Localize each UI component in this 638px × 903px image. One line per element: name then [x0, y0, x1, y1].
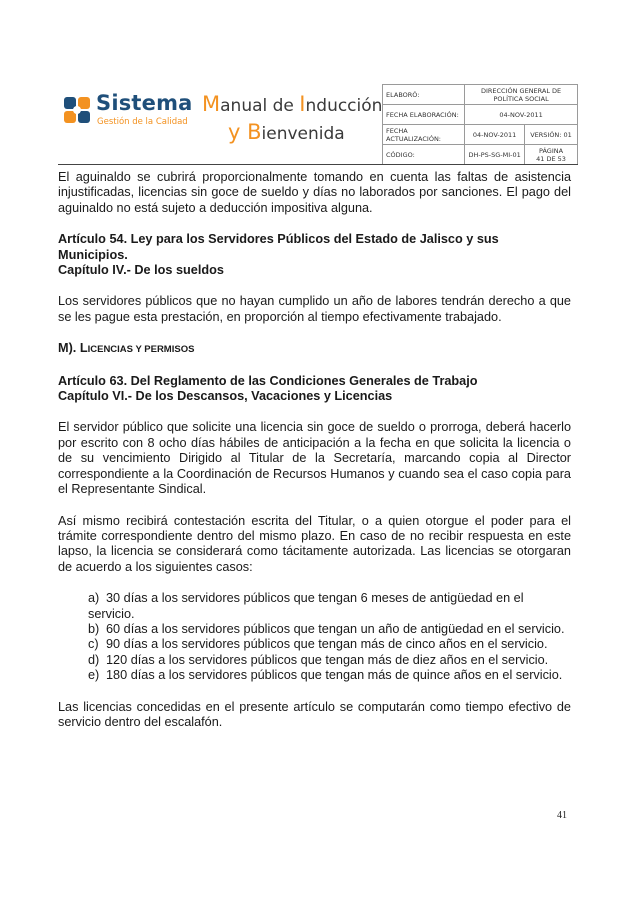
document-body: [58, 170, 571, 746]
manual-title-line2: [228, 120, 345, 144]
sistema-logo-icon: [62, 94, 92, 124]
header-divider: [58, 164, 578, 165]
heading-articulo-54-line2: Capítulo IV.- De los sueldos: [58, 263, 224, 278]
list-item-letter: a): [88, 591, 100, 606]
list-item: [88, 668, 571, 683]
fecha-actualizacion-label: FECHA ACTUALIZACIÓN:: [383, 125, 465, 145]
pagina-value: 41 DE 53: [536, 154, 566, 163]
title-word-bienvenida: ienvenida: [261, 124, 345, 144]
heading-articulo-54-line1: Artículo 54. Ley para los Servidores Públicos del Estado de Jalisco y sus Municipios.: [58, 232, 499, 262]
paragraph-servidores: Los servidores públicos que no hayan cumplido un año de labores tendrán derecho a que se les pague esta prestación, en proporción al tiempo efectivamente trabajado.: [58, 294, 571, 324]
version-value: VERSIÓN: 01: [525, 125, 578, 145]
heading-articulo-63-line1: Artículo 63. Del Reglamento de las Condiciones Generales de Trabajo: [58, 373, 478, 388]
logo-subtitle: Gestión de la Calidad: [97, 117, 188, 127]
title-initial-m: M: [202, 92, 221, 116]
pagina-label: PÁGINA: [538, 146, 564, 155]
fecha-actualizacion-value: 04-NOV-2011: [465, 125, 525, 145]
page-number: 41: [557, 810, 567, 821]
title-word-manual: anual de: [220, 96, 300, 116]
logo-name: Sistema: [96, 91, 193, 115]
list-item-letter: e): [88, 668, 100, 683]
sistema-logo: [62, 90, 202, 130]
title-initial-b: B: [247, 120, 262, 144]
list-item-text: 90 días a los servidores públicos que tengan más de cinco años en el servicio.: [106, 637, 548, 652]
pagina-cell: [525, 145, 578, 165]
section-title-rest: ICENCIAS Y PERMISOS: [87, 344, 195, 356]
list-item-text: 120 días a los servidores públicos que tengan más de diez años en el servicio.: [106, 652, 549, 667]
heading-articulo-63: [58, 374, 571, 405]
document-control-table: [382, 84, 578, 165]
title-word-induccion: nducción: [305, 96, 383, 116]
list-item-text: 180 días a los servidores públicos que tengan más de quince años en el servicio.: [106, 668, 563, 683]
list-item: [88, 653, 571, 668]
list-item: [88, 637, 571, 652]
fecha-elaboracion-label: FECHA ELABORACIÓN:: [383, 105, 465, 125]
list-item-letter: d): [88, 652, 100, 667]
manual-title-line1: [202, 92, 382, 116]
paragraph-computo: Las licencias concedidas en el presente artículo se computarán como tiempo efectivo de servicio dentro del escalafón.: [58, 699, 571, 729]
list-item-text: 30 días a los servidores públicos que tengan 6 meses de antigüedad en el servicio.: [88, 591, 524, 621]
licencias-list: [58, 591, 571, 683]
section-heading-licencias: [58, 341, 571, 357]
title-initial-i: I: [299, 92, 306, 116]
paragraph-contestacion: Así mismo recibirá contestación escrita del Titular, o a quien otorgue el poder para el trámite correspondiente dentro del mismo plazo. En caso de no recibir respuesta en este lapso, la licencia se considerará como tácitamente autorizada. Las licencias se otorgaran de acuerdo a los siguientes casos:: [58, 513, 571, 574]
page-header: [58, 84, 578, 162]
paragraph-aguinaldo: El aguinaldo se cubrirá proporcionalmente tomando en cuenta las faltas de asistencia injustificadas, licencias sin goce de sueldo y días no laborados por sanciones. El pago del aguinaldo no está sujeto a deducción impositiva alguna.: [58, 170, 571, 215]
title-word-y: y: [228, 120, 248, 144]
list-item-letter: b): [88, 621, 100, 636]
list-item: [88, 591, 571, 622]
codigo-value: DH-PS-SG-MI-01: [465, 145, 525, 165]
elaboro-value: DIRECCIÓN GENERAL DE POLÍTICA SOCIAL: [465, 85, 578, 105]
list-item-letter: c): [88, 637, 99, 652]
fecha-elaboracion-value: 04-NOV-2011: [465, 105, 578, 125]
section-prefix: M). L: [58, 341, 88, 356]
paragraph-solicitud-licencia: El servidor público que solicite una licencia sin goce de sueldo o prorroga, deberá hacerlo por escrito con 8 ocho días hábiles de anticipación a la fecha en que solicita la licencia o de su vencimiento Dirigido al Titular de la Secretaría, marcando copia al Director correspondiente a la Coordinación de Recursos Humanos y cuando sea el caso copia para el Representante Sindical.: [58, 420, 571, 497]
codigo-label: CÓDIGO:: [383, 145, 465, 165]
list-item-text: 60 días a los servidores públicos que tengan un año de antigüedad en el servicio.: [106, 621, 565, 636]
heading-articulo-63-line2: Capítulo VI.- De los Descansos, Vacaciones y Licencias: [58, 389, 393, 404]
elaboro-label: ELABORÓ:: [383, 85, 465, 105]
list-item: [88, 622, 571, 637]
heading-articulo-54: [58, 232, 571, 278]
